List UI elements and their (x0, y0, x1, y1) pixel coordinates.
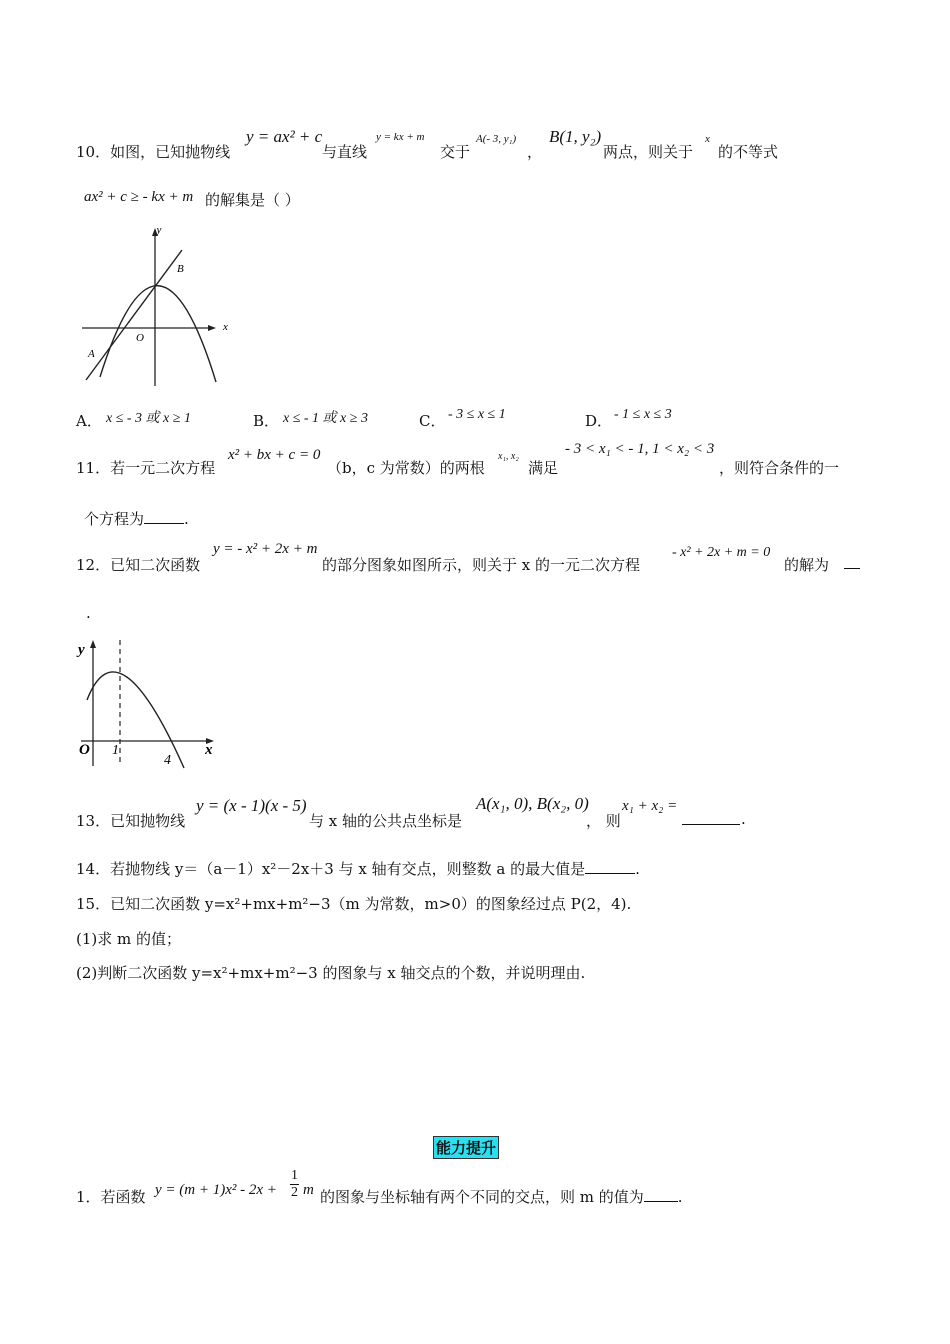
q12-graph (76, 638, 226, 770)
q10-option-a-text: x ≤ - 3 或 x ≥ 1 (106, 411, 191, 426)
q10-point-a: A(- 3, y₁) (476, 133, 517, 145)
q10-mid1: 与直线 (322, 143, 368, 161)
q12-graph-origin: O (79, 742, 90, 758)
q12-graph-tick-1: 1 (112, 743, 119, 758)
q10-option-b-letter: B． (253, 412, 280, 430)
q10-point-b: B(1, y₂) (549, 127, 602, 146)
q10-mid3: 两点，则关于 (603, 143, 694, 161)
q10-graph-origin: O (136, 332, 144, 344)
q10-graph-x-label: x (223, 321, 228, 333)
q12-equation2: - x² + 2x + m = 0 (672, 545, 771, 560)
q10-graph-point-a: A (88, 348, 95, 360)
q12-equation: y = - x² + 2x + m (213, 541, 318, 557)
p1-frac-denominator: 2 (291, 1185, 298, 1200)
q12-graph-y-label: y (78, 642, 85, 658)
q10-line1 (76, 141, 230, 162)
q10-graph-point-b: B (177, 263, 184, 275)
q13-answer-blank[interactable] (682, 810, 740, 825)
q14-answer-blank[interactable] (585, 859, 635, 874)
section-title-badge: 能力提升 (433, 1136, 499, 1159)
q12-dot: . (86, 604, 91, 622)
q13-equation: y = (x - 1)(x - 5) (196, 796, 307, 815)
p1-suffix: 的图象与坐标轴有两个不同的交点，则 m 的值为 (320, 1188, 644, 1206)
q10-option-a-letter: A． (76, 412, 102, 430)
q12-suffix: 的解为 (784, 556, 830, 574)
q10-mid2: 交于 (440, 143, 471, 161)
q11-roots: x₁, x₂ (498, 451, 519, 462)
q12-graph-tick-4: 4 (164, 753, 171, 768)
q13-period: . (741, 810, 746, 828)
q14-period: . (635, 860, 640, 878)
p1-suffix-line (320, 1186, 683, 1207)
q12-graph-x-label: x (205, 742, 213, 758)
q13-mid2: ， 则 (586, 812, 621, 830)
p1-period: . (677, 1188, 683, 1206)
q13-mid: 与 x 轴的公共点坐标是 (309, 812, 462, 830)
q10-eq-parabola: y = ax² + c (246, 127, 323, 146)
p1-answer-blank[interactable] (644, 1187, 678, 1202)
q10-graph-y-label: y (156, 224, 162, 236)
q11-line2-text: 个方程为 (84, 510, 145, 528)
q10-suffix: 的不等式 (718, 143, 779, 161)
q10-option-d-text: - 1 ≤ x ≤ 3 (614, 407, 672, 422)
q10-comma: ， (527, 143, 543, 161)
p1-fraction (290, 1168, 299, 1201)
q11-prefix: 11．若一元二次方程 (76, 459, 216, 477)
q11-answer-blank[interactable] (144, 509, 184, 524)
q13-points: A(x₁, 0), B(x₂, 0) (476, 794, 589, 813)
q10-option-b-text: x ≤ - 1 或 x ≥ 3 (283, 411, 368, 426)
q11-suffix: ，则符合条件的一 (719, 459, 840, 477)
p1-frac-numerator: 1 (291, 1168, 298, 1183)
q11-condition: - 3 < x₁ < - 1, 1 < x₂ < 3 (565, 441, 715, 457)
q12-mid: 的部分图象如图所示，则关于 x 的一元二次方程 (322, 556, 640, 574)
q10-ineq-suffix: 的解集是（ ） (205, 191, 300, 209)
q10-option-c-text: - 3 ≤ x ≤ 1 (448, 407, 506, 422)
q12-prefix: 12．已知二次函数 (76, 556, 201, 574)
q14-text: 14．若抛物线 y＝（a－1）x²－2x＋3 与 x 轴有交点，则整数 a 的最大值是 (76, 860, 586, 878)
q11-paren: （b，c 为常数）的两根 (327, 459, 485, 477)
q10-prefix: 10．如图，已知抛物线 (76, 143, 231, 161)
q13-prefix: 13．已知抛物线 (76, 812, 186, 830)
q10-option-d-letter: D． (585, 412, 613, 430)
q13-sum: x₁ + x₂ = (622, 798, 678, 814)
q11-period: . (184, 510, 189, 528)
q10-graph (78, 222, 238, 388)
q11-line2 (84, 508, 189, 529)
p1-prefix: 1．若函数 (76, 1188, 146, 1206)
p1-equation-a: y = (m + 1)x² - 2x + (155, 1182, 277, 1198)
q10-option-c-letter: C． (419, 412, 446, 430)
q15-part2: (2)判断二次函数 y=x²+mx+m²−3 的图象与 x 轴交点的个数，并说明理由. (76, 964, 586, 982)
q15-line1: 15．已知二次函数 y=x²+mx+m²−3（m 为常数，m>0）的图象经过点 P(2，4). (76, 895, 632, 913)
q11-equation: x² + bx + c = 0 (228, 447, 321, 463)
q10-var-x: x (705, 133, 710, 145)
q15-part1: (1)求 m 的值； (76, 930, 182, 948)
p1-equation-b: m (303, 1182, 314, 1198)
q11-mid: 满足 (528, 459, 559, 477)
q10-inequality: ax² + c ≥ - kx + m (84, 189, 194, 205)
q14-line (76, 858, 640, 879)
q10-eq-line: y = kx + m (376, 131, 425, 143)
q12-answer-blank[interactable] (844, 554, 860, 569)
